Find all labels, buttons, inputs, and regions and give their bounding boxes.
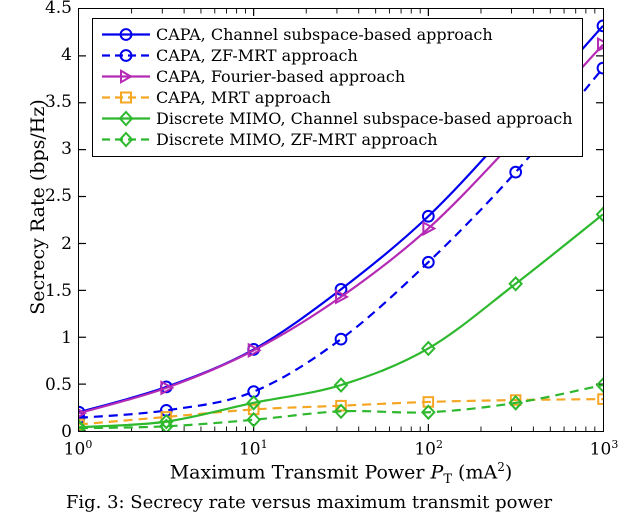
- legend-swatch-discrete-mimo-zf-mrt: [100, 129, 152, 150]
- legend-item: [100, 66, 573, 87]
- series-line-4: [79, 214, 603, 427]
- legend-item: [100, 87, 573, 108]
- legend-label: Discrete MIMO, Channel subspace-based approach: [156, 109, 573, 128]
- x-axis-tick-labels: [63, 436, 618, 460]
- legend-swatch-capa-mrt: [100, 87, 152, 108]
- x-axis-title: Maximum Transmit Power $P_T$ $(mA^2)$: [169, 460, 513, 488]
- y-tick-label: 1: [61, 327, 72, 348]
- legend-item: [100, 45, 573, 66]
- legend-item: [100, 108, 573, 129]
- y-tick-label: 0: [61, 422, 72, 442]
- legend-label: Discrete MIMO, ZF-MRT approach: [156, 130, 438, 149]
- legend-swatch-capa-zf-mrt: [100, 45, 152, 66]
- y-tick-label: 1.5: [44, 280, 72, 301]
- legend-label: CAPA, Fourier-based approach: [156, 67, 406, 86]
- legend-label: CAPA, ZF-MRT approach: [156, 46, 358, 65]
- legend: [92, 18, 583, 157]
- y-tick-label: 4.5: [44, 0, 72, 18]
- legend-item: [100, 24, 573, 45]
- series-marker-1: [336, 334, 347, 345]
- legend-item: [100, 129, 573, 150]
- y-tick-label: 0.5: [44, 374, 72, 395]
- x-tick-label: $10^2$: [414, 438, 444, 460]
- figure-caption: Fig. 3: Secrecy rate versus maximum transmit power: [65, 492, 553, 513]
- y-tick-label: 3.5: [44, 92, 72, 113]
- series-marker-1: [510, 167, 521, 178]
- legend-swatch-discrete-mimo-channel-subspace: [100, 108, 152, 129]
- y-axis-title: Secrecy Rate (bps/Hz): [27, 99, 49, 315]
- y-tick-label: 3: [61, 139, 72, 160]
- series-marker-1: [598, 63, 603, 74]
- x-tick-label: $10^1$: [238, 438, 268, 460]
- legend-label: CAPA, Channel subspace-based approach: [156, 25, 493, 44]
- y-tick-label: 2.5: [44, 186, 72, 207]
- x-tick-label: $10^0$: [63, 438, 93, 460]
- x-tick-label: $10^3$: [589, 438, 618, 460]
- legend-swatch-capa-channel-subspace: [100, 24, 152, 45]
- y-tick-label: 4: [61, 45, 72, 66]
- legend-label: CAPA, MRT approach: [156, 88, 331, 107]
- legend-swatch-capa-fourier: [100, 66, 152, 87]
- y-tick-label: 2: [61, 233, 72, 254]
